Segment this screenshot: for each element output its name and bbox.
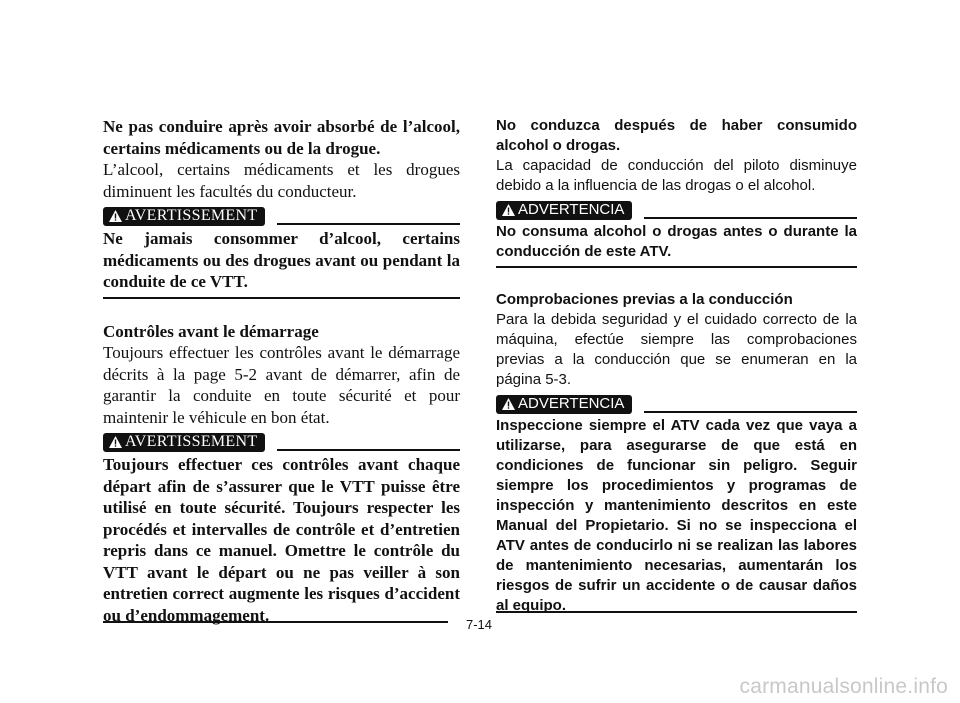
fr-section2-body: Toujours effectuer les contrôles avant le démarrage décrits à la page 5-2 avant de démarrer, afin de garantir la conduite en toute sécurité et pour maintenir le véhicule en bon état.: [103, 343, 460, 427]
es-section1-title: No conduzca después de haber consumido alcohol o drogas.: [496, 117, 857, 154]
warning-triangle-icon: [109, 436, 122, 448]
es-section2-heading: Comprobaciones previas a la conducción: [496, 291, 793, 308]
es-warning1-text: No consuma alcohol o drogas antes o durante la conducción de este ATV.: [496, 223, 857, 260]
es-warning1-label: ADVERTENCIA: [518, 201, 625, 218]
fr-section1-body: L’alcool, certains médicaments et les drogues diminuent les facultés du conducteur.: [103, 160, 460, 201]
es-warning2-label: ADVERTENCIA: [518, 395, 625, 412]
fr-warning1-header: [103, 206, 460, 226]
french-column: [103, 116, 460, 626]
fr-warning2-rule: [277, 449, 460, 451]
page-number: 7-14: [466, 617, 493, 632]
fr-section2-heading: Contrôles avant le démarrage: [103, 321, 319, 341]
es-warning2-rule: [644, 411, 857, 413]
fr-warning2-text: Toujours effectuer ces contrôles avant chaque départ afin de s’assurer que le VTT puisse être utilisé en toute sécurité. Toujours respecter les procédés et intervalles de contrôle et d’entretien repris dans ce manuel. Omettre le contrôle du VTT avant le départ ou ne pas veiller à son entretien correct augmente les risques d’accident ou d’endommagement.: [103, 455, 460, 625]
es-section2-body: Para la debida seguridad y el cuidado correcto de la máquina, efectúe siempre las comprobaciones previas a la conducción que se enumeran en la página 5-3.: [496, 311, 857, 388]
warning-triangle-icon: [502, 204, 515, 216]
fr-warning2-end-rule: [103, 621, 448, 623]
es-warning2-end-rule: [496, 611, 857, 613]
es-warning2-header: [496, 394, 857, 414]
fr-warning1-label: AVERTISSEMENT: [125, 207, 258, 225]
es-warning1-badge: [496, 201, 632, 220]
es-warning1-rule: [644, 217, 857, 219]
es-section1-body: La capacidad de conducción del piloto disminuye debido a la influencia de las drogas o el alcohol.: [496, 157, 857, 194]
fr-section1-title: Ne pas conduire après avoir absorbé de l’alcool, certains médicaments ou de la drogue.: [103, 117, 460, 158]
fr-warning2-header: [103, 432, 460, 452]
fr-warning2-badge: [103, 433, 265, 452]
warning-triangle-icon: [502, 398, 515, 410]
warning-triangle-icon: [109, 210, 122, 222]
fr-warning1-badge: [103, 207, 265, 226]
es-warning1-header: [496, 200, 857, 220]
es-warning2-badge: [496, 395, 632, 414]
watermark: carmanualsonline.info: [739, 675, 948, 698]
fr-warning1-text: Ne jamais consommer d’alcool, certains médicaments ou des drogues avant ou pendant la conduite de ce VTT.: [103, 229, 460, 291]
fr-warning1-rule: [277, 223, 460, 225]
fr-warning2-label: AVERTISSEMENT: [125, 433, 258, 451]
es-warning2-text: Inspeccione siempre el ATV cada vez que vaya a utilizarse, para asegurarse de que está en condiciones de funcionar sin peligro. Seguir siempre los procedimientos y programas de inspección y mantenimiento descritos en este Manual del Propietario. Si no se inspecciona el ATV antes de conducirlo ni se realizan las labores de mantenimiento necesarias, aumentarán los riesgos de sufrir un accidente o de causar daños al equipo.: [496, 417, 857, 614]
spanish-column: [496, 116, 857, 616]
